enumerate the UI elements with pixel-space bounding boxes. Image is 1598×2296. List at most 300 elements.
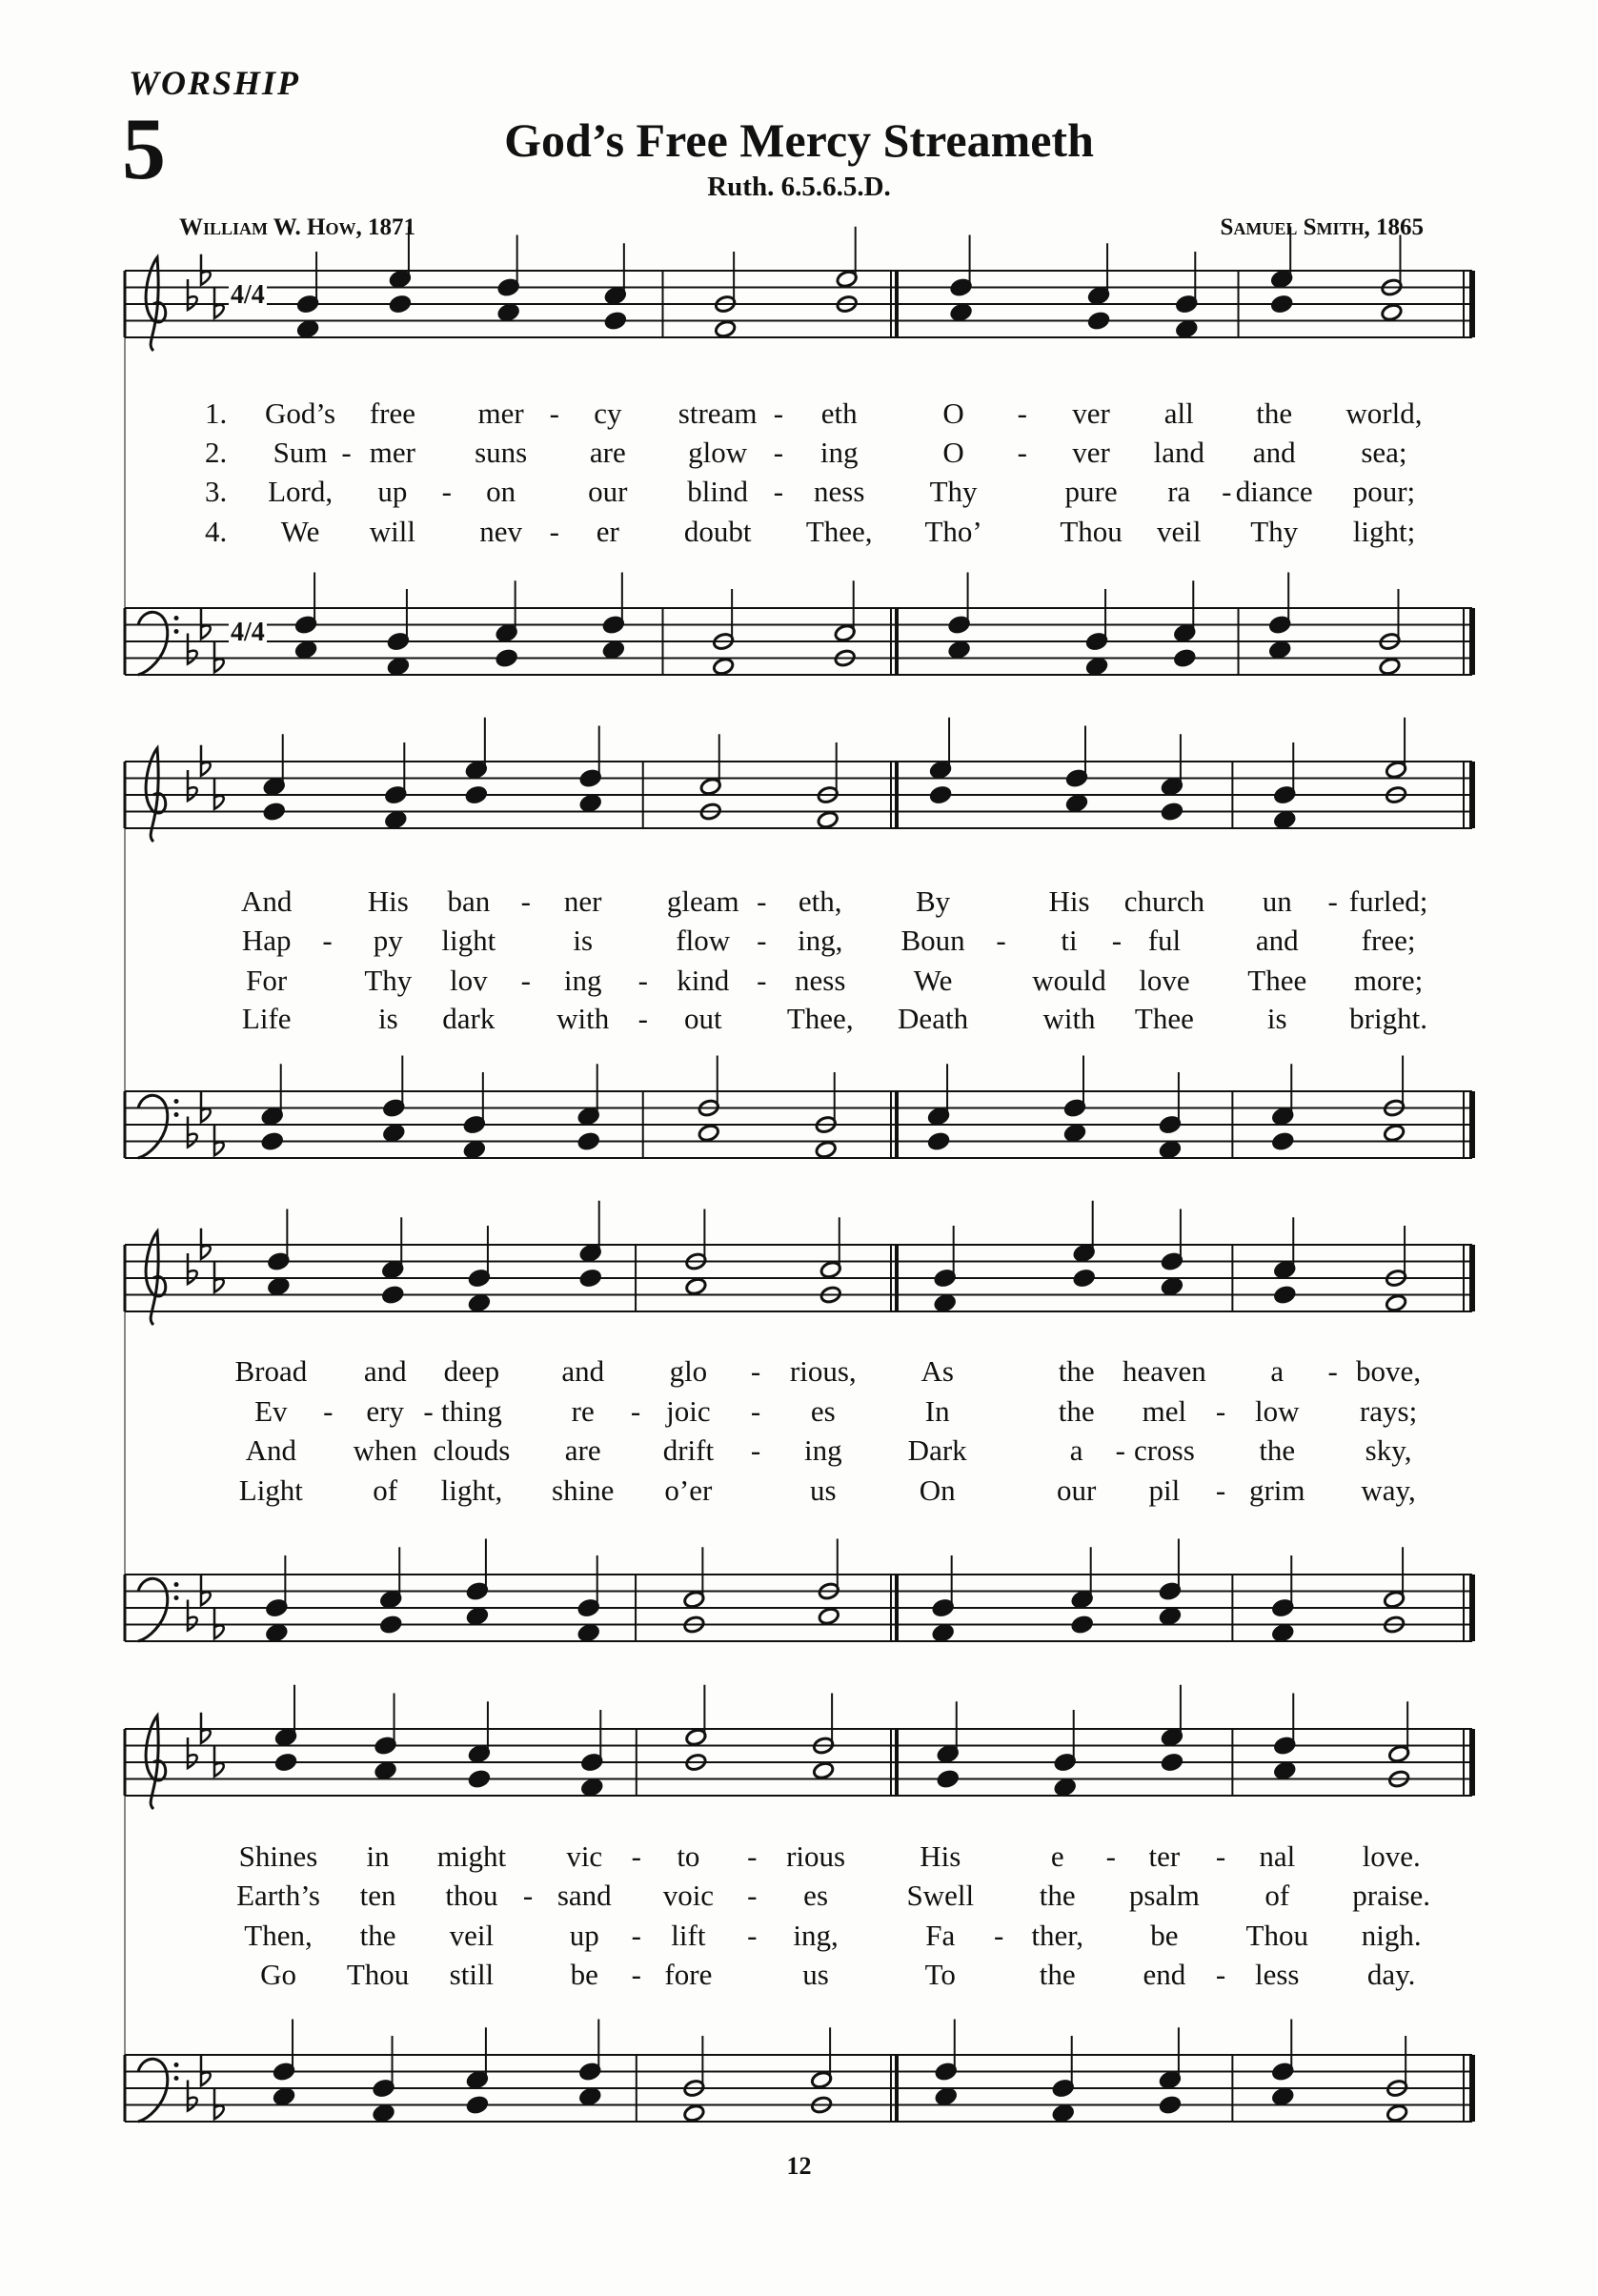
flat-icon	[188, 770, 197, 801]
lyric-syllable: And	[245, 1433, 297, 1467]
lyric-syllable: rious,	[789, 1354, 857, 1388]
lyric-syllable: the	[1058, 1354, 1095, 1388]
lyric-syllable: Thou	[1245, 1919, 1308, 1952]
notehead	[1273, 1286, 1296, 1305]
flat-icon	[188, 1117, 197, 1148]
notehead	[1175, 319, 1198, 338]
flat-icon	[188, 1737, 197, 1768]
notehead	[294, 640, 317, 660]
lyric-syllable: heaven	[1123, 1354, 1206, 1388]
notehead	[932, 1623, 955, 1642]
lyric-hyphen: -	[757, 924, 767, 957]
lyric-syllable: be	[1150, 1919, 1179, 1952]
lyric-hyphen: -	[1017, 396, 1027, 430]
lyric-syllable: rays;	[1359, 1394, 1418, 1428]
lyric-syllable: Thee,	[786, 1002, 854, 1035]
lyric-syllable: Light	[238, 1473, 303, 1507]
lyric-syllable: love.	[1362, 1839, 1421, 1873]
lyric-syllable: For	[246, 964, 288, 997]
lyric-syllable: Life	[241, 1002, 292, 1035]
lyric-syllable: py	[373, 924, 403, 957]
notehead	[578, 2087, 601, 2106]
notehead	[929, 785, 952, 804]
flat-icon	[201, 1713, 211, 1743]
bass-clef-dot	[174, 1099, 179, 1104]
lyric-hyphen: -	[757, 884, 767, 918]
bass-clef-dot	[174, 629, 179, 634]
lyric-syllable: Fa	[925, 1919, 956, 1952]
lyric-syllable: eth	[820, 396, 858, 430]
notehead	[577, 1623, 600, 1642]
lyric-syllable: and	[363, 1354, 407, 1388]
notehead	[1273, 1761, 1296, 1780]
lyric-syllable: our	[1057, 1473, 1097, 1507]
notehead	[1173, 649, 1196, 668]
lyric-syllable: ing	[563, 964, 602, 997]
flat-icon	[214, 1608, 224, 1638]
notehead	[1271, 1132, 1294, 1151]
notehead	[815, 1140, 838, 1159]
lyric-syllable: church	[1123, 884, 1205, 918]
lyric-hyphen: -	[757, 964, 767, 997]
lyric-syllable: glo	[669, 1354, 708, 1388]
notehead	[1065, 794, 1088, 813]
lyric-syllable: on	[486, 475, 516, 508]
lyric-hyphen: -	[1222, 475, 1232, 508]
lyric-syllable: a	[1069, 1433, 1083, 1467]
lyric-syllable: land	[1153, 436, 1204, 469]
lyric-hyphen: -	[1215, 1958, 1226, 1991]
lyric-syllable: is	[1266, 1002, 1287, 1035]
lyric-syllable: re	[571, 1394, 595, 1428]
lyric-syllable: day.	[1366, 1958, 1416, 1991]
notehead	[1271, 1623, 1294, 1642]
notehead	[1383, 1124, 1406, 1143]
notehead	[577, 1132, 600, 1151]
lyric-syllable: stream	[678, 396, 758, 430]
verse-number: 4.	[205, 515, 228, 548]
lyric-syllable: up	[569, 1919, 599, 1952]
flat-icon	[201, 254, 211, 285]
section-heading: WORSHIP	[129, 64, 301, 102]
lyric-syllable: with	[556, 1002, 610, 1035]
lyric-syllable: e	[1050, 1839, 1064, 1873]
lyric-hyphen: -	[549, 515, 559, 548]
flat-icon	[214, 2088, 224, 2119]
notehead	[714, 319, 737, 338]
notehead	[463, 1140, 486, 1159]
notehead	[1273, 810, 1296, 829]
lyric-syllable: es	[803, 1879, 829, 1912]
lyric-syllable: ver	[1072, 396, 1110, 430]
lyric-syllable: the	[1039, 1958, 1076, 1991]
lyric-syllable: His	[1048, 884, 1090, 918]
notehead	[580, 1778, 603, 1797]
lyric-syllable: sky,	[1365, 1433, 1412, 1467]
lyric-syllable: is	[573, 924, 594, 957]
lyric-syllable: when	[353, 1433, 417, 1467]
lyric-hyphen: -	[1327, 1354, 1338, 1388]
notehead	[1073, 1269, 1096, 1288]
notehead	[379, 1615, 402, 1635]
notehead	[296, 319, 319, 338]
lyric-hyphen: -	[747, 1839, 758, 1873]
lyric-syllable: ness	[795, 964, 846, 997]
lyric-syllable: the	[1058, 1394, 1095, 1428]
notehead	[927, 1132, 950, 1151]
lyric-syllable: might	[436, 1839, 507, 1873]
notehead	[935, 2087, 958, 2106]
lyric-syllable: with	[1042, 1002, 1096, 1035]
lyric-syllable: free;	[1361, 924, 1416, 957]
notehead	[468, 1293, 491, 1312]
lyric-hyphen: -	[630, 1394, 641, 1428]
lyric-hyphen: -	[1111, 924, 1123, 957]
lyric-syllable: ten	[359, 1879, 396, 1912]
notehead	[817, 810, 839, 829]
notehead	[381, 1286, 404, 1305]
lyric-syllable: out	[683, 1002, 722, 1035]
notehead	[1159, 1607, 1182, 1626]
notehead	[818, 1607, 840, 1626]
flat-icon	[188, 2081, 197, 2111]
notehead	[1271, 2087, 1294, 2106]
lyric-syllable: Shines	[238, 1839, 318, 1873]
lyric-syllable: voic	[662, 1879, 715, 1912]
lyric-hyphen: -	[750, 1394, 761, 1428]
notehead	[268, 1277, 291, 1296]
notehead	[1379, 657, 1402, 676]
lyric-syllable: doubt	[683, 515, 752, 548]
notehead	[604, 312, 627, 331]
bass-clef-icon	[138, 2059, 168, 2122]
lyric-syllable: light	[441, 924, 496, 957]
lyric-syllable: world,	[1345, 396, 1423, 430]
lyric-syllable: free	[369, 396, 415, 430]
lyric-syllable: diance	[1235, 475, 1313, 508]
lyric-syllable: pil	[1148, 1473, 1181, 1507]
lyric-syllable: still	[449, 1958, 495, 1991]
lyric-syllable: ter	[1148, 1839, 1181, 1873]
bass-clef-dot	[174, 2076, 179, 2081]
tune-name-meter: Ruth. 6.5.6.5.D.	[707, 172, 891, 202]
lyric-syllable: vic	[566, 1839, 603, 1873]
lyric-syllable: Thee,	[805, 515, 873, 548]
lyric-syllable: ther,	[1031, 1919, 1084, 1952]
lyric-syllable: and	[1255, 924, 1299, 957]
notehead	[948, 640, 971, 660]
lyric-syllable: mer	[477, 396, 524, 430]
lyric-syllable: love	[1139, 964, 1190, 997]
notehead	[1161, 1753, 1183, 1772]
lyric-syllable: ti	[1061, 924, 1078, 957]
notehead	[950, 303, 973, 322]
lyric-syllable: blind	[687, 475, 748, 508]
notehead	[1159, 2096, 1182, 2115]
lyric-hyphen: -	[1215, 1394, 1226, 1428]
lyric-syllable: To	[924, 1958, 956, 1991]
notehead	[1085, 657, 1108, 676]
lyric-syllable: pour;	[1352, 475, 1416, 508]
notehead	[266, 1623, 289, 1642]
notehead	[1161, 803, 1183, 822]
lyric-syllable: praise.	[1352, 1879, 1431, 1912]
notehead	[685, 1277, 708, 1296]
lyric-syllable: pure	[1064, 475, 1118, 508]
lyric-syllable: ban	[447, 884, 491, 918]
lyric-hyphen: -	[522, 1879, 534, 1912]
lyric-syllable: ery	[366, 1394, 405, 1428]
lyric-syllable: His	[920, 1839, 961, 1873]
bass-clef-dot	[174, 1112, 179, 1117]
lyric-syllable: end	[1143, 1958, 1186, 1991]
lyric-hyphen: -	[631, 1839, 641, 1873]
lyric-syllable: the	[1039, 1879, 1076, 1912]
lyric-syllable: Then,	[244, 1919, 313, 1952]
flat-icon	[188, 279, 197, 310]
lyric-syllable: shine	[552, 1473, 615, 1507]
lyric-syllable: deep	[443, 1354, 500, 1388]
notehead	[466, 1607, 489, 1626]
lyric-hyphen: -	[1115, 1433, 1125, 1467]
lyric-syllable: Death	[898, 1002, 969, 1035]
lyric-hyphen: -	[637, 964, 648, 997]
lyric-syllable: We	[280, 515, 320, 548]
lyric-hyphen: -	[1215, 1839, 1226, 1873]
lyric-syllable: ner	[563, 884, 602, 918]
page-number: 12	[786, 2152, 812, 2180]
verse-number: 3.	[205, 475, 228, 508]
notehead	[387, 657, 410, 676]
lyric-hyphen: -	[773, 436, 784, 469]
flat-icon	[188, 1253, 197, 1284]
lyric-syllable: ver	[1072, 436, 1110, 469]
notehead	[1381, 303, 1404, 322]
lyric-syllable: On	[919, 1473, 956, 1507]
lyric-syllable: dark	[442, 1002, 496, 1035]
bass-clef-icon	[138, 1578, 168, 1641]
composer-credit: Samuel Smith, 1865	[1220, 214, 1424, 240]
lyric-syllable: Swell	[906, 1879, 975, 1912]
hymn-title: God’s Free Mercy Streameth	[504, 113, 1094, 167]
lyric-syllable: Thee	[1247, 964, 1307, 997]
flat-icon	[214, 1262, 224, 1292]
lyric-syllable: We	[913, 964, 953, 997]
lyric-syllable: kind	[677, 964, 730, 997]
lyric-syllable: bright.	[1349, 1002, 1427, 1035]
flat-icon	[201, 608, 211, 639]
notehead	[385, 810, 408, 829]
author-credit: William W. How, 1871	[179, 214, 415, 240]
lyric-syllable: Thee	[1134, 1002, 1194, 1035]
notehead	[383, 1124, 406, 1143]
lyric-syllable: the	[1259, 1433, 1296, 1467]
flat-icon	[201, 1229, 211, 1259]
lyric-syllable: Thy	[929, 475, 978, 508]
notehead	[1054, 1778, 1077, 1797]
bass-clef-dot	[174, 1582, 179, 1587]
lyric-syllable: of	[373, 1473, 398, 1507]
flat-icon	[214, 1746, 224, 1777]
notehead	[1071, 1615, 1094, 1635]
lyric-hyphen: -	[1105, 1839, 1116, 1873]
notehead	[683, 2103, 706, 2123]
lyric-syllable: ness	[813, 475, 865, 508]
lyric-syllable: fore	[664, 1958, 713, 1991]
verse-number: 2.	[205, 436, 228, 469]
lyric-syllable: Dark	[907, 1433, 967, 1467]
lyric-hyphen: -	[1215, 1473, 1226, 1507]
lyric-syllable: psalm	[1128, 1879, 1200, 1912]
lyric-syllable: us	[802, 1958, 829, 1991]
notehead	[1268, 640, 1291, 660]
notehead	[1270, 295, 1293, 314]
lyric-syllable: Thy	[1250, 515, 1299, 548]
lyric-syllable: of	[1264, 1879, 1290, 1912]
lyric-syllable: lift	[671, 1919, 706, 1952]
flat-icon	[214, 1125, 224, 1155]
lyric-syllable: In	[924, 1394, 950, 1428]
lyric-hyphen: -	[549, 396, 559, 430]
notehead	[497, 303, 520, 322]
lyric-hyphen: -	[520, 964, 531, 997]
notehead	[1385, 1293, 1407, 1312]
lyric-syllable: ing,	[793, 1919, 839, 1952]
lyric-hyphen: -	[631, 1958, 641, 1991]
lyric-syllable: lov	[450, 964, 488, 997]
lyric-syllable: sea;	[1361, 436, 1407, 469]
flat-icon	[214, 641, 224, 672]
flat-icon	[188, 1600, 197, 1631]
bass-clef-dot	[174, 616, 179, 620]
lyric-syllable: us	[809, 1473, 837, 1507]
lyric-syllable: our	[588, 475, 628, 508]
notehead	[263, 803, 286, 822]
lyric-hyphen: -	[441, 475, 452, 508]
lyric-syllable: drift	[662, 1433, 715, 1467]
lyric-syllable: cross	[1134, 1433, 1195, 1467]
lyric-hyphen: -	[747, 1879, 758, 1912]
notehead	[261, 1132, 284, 1151]
lyric-syllable: the	[359, 1919, 396, 1952]
notehead	[579, 1269, 602, 1288]
notehead	[579, 794, 602, 813]
flat-icon	[201, 2055, 211, 2085]
notehead	[373, 2103, 395, 2123]
lyric-hyphen: -	[996, 924, 1006, 957]
notehead	[496, 649, 518, 668]
lyric-syllable: O	[942, 396, 964, 430]
lyric-syllable: ing	[803, 1433, 842, 1467]
lyric-hyphen: -	[1327, 884, 1338, 918]
lyric-syllable: cy	[594, 396, 622, 430]
lyric-syllable: flow	[676, 924, 731, 957]
lyric-syllable: bove,	[1356, 1354, 1422, 1388]
lyric-syllable: As	[920, 1354, 954, 1388]
lyric-syllable: veil	[449, 1919, 495, 1952]
lyric-syllable: more;	[1353, 964, 1424, 997]
notehead	[374, 1761, 397, 1780]
lyric-syllable: Thou	[1060, 515, 1123, 548]
lyric-syllable: thou	[445, 1879, 498, 1912]
notehead	[466, 2096, 489, 2115]
lyric-syllable: would	[1032, 964, 1106, 997]
bass-clef-dot	[174, 1595, 179, 1600]
lyric-syllable: be	[570, 1958, 598, 1991]
lyric-hyphen: -	[994, 1919, 1004, 1952]
notehead	[468, 1770, 491, 1789]
notehead	[937, 1770, 960, 1789]
lyric-syllable: Broad	[234, 1354, 308, 1388]
lyric-syllable: mer	[369, 436, 416, 469]
notehead	[602, 640, 625, 660]
lyric-syllable: furled;	[1348, 884, 1428, 918]
lyric-syllable: God’s	[265, 396, 336, 430]
lyric-syllable: clouds	[433, 1433, 511, 1467]
notehead	[1159, 1140, 1182, 1159]
lyric-syllable: ra	[1167, 475, 1191, 508]
notehead	[1161, 1277, 1183, 1296]
notehead	[812, 1761, 835, 1780]
lyric-syllable: less	[1255, 1958, 1300, 1991]
lyric-syllable: er	[596, 515, 619, 548]
notehead	[934, 1293, 957, 1312]
lyric-syllable: Go	[260, 1958, 296, 1991]
lyric-syllable: light;	[1352, 515, 1416, 548]
notehead	[698, 1124, 720, 1143]
lyric-syllable: Sum	[273, 436, 328, 469]
lyric-syllable: are	[589, 436, 626, 469]
lyric-syllable: will	[369, 515, 416, 548]
lyric-syllable: to	[677, 1839, 700, 1873]
flat-icon	[201, 1091, 211, 1122]
bass-clef-dot	[174, 2062, 179, 2067]
lyric-hyphen: -	[323, 1394, 334, 1428]
flat-icon	[214, 288, 224, 318]
notehead	[1063, 1124, 1086, 1143]
lyric-syllable: is	[377, 1002, 398, 1035]
lyric-hyphen: -	[750, 1354, 761, 1388]
flat-icon	[214, 779, 224, 809]
lyric-syllable: Ev	[254, 1394, 288, 1428]
lyric-syllable: and	[561, 1354, 605, 1388]
lyric-hyphen: -	[747, 1919, 758, 1952]
lyric-syllable: thing	[441, 1394, 502, 1428]
lyric-syllable: are	[564, 1433, 601, 1467]
notehead	[712, 657, 735, 676]
notehead	[273, 2087, 295, 2106]
lyric-syllable: grim	[1248, 1473, 1305, 1507]
lyric-syllable: Tho’	[924, 515, 982, 548]
bass-clef-icon	[138, 1095, 168, 1158]
notehead	[1386, 2103, 1408, 2123]
hymn-number: 5	[122, 100, 166, 197]
lyric-hyphen: -	[637, 1002, 648, 1035]
lyric-hyphen: -	[423, 1394, 434, 1428]
lyric-syllable: And	[241, 884, 293, 918]
lyric-syllable: eth,	[798, 884, 842, 918]
lyric-hyphen: -	[1017, 436, 1027, 469]
notehead	[1087, 312, 1110, 331]
lyric-syllable: un	[1262, 884, 1292, 918]
lyric-syllable: rious	[786, 1839, 846, 1873]
lyric-syllable: glow	[688, 436, 748, 469]
lyric-syllable: Boun	[900, 924, 965, 957]
notehead	[389, 295, 412, 314]
lyric-syllable: o’er	[664, 1473, 713, 1507]
treble-time-signature: 4/4	[231, 280, 265, 310]
lyric-syllable: Hap	[241, 924, 292, 957]
